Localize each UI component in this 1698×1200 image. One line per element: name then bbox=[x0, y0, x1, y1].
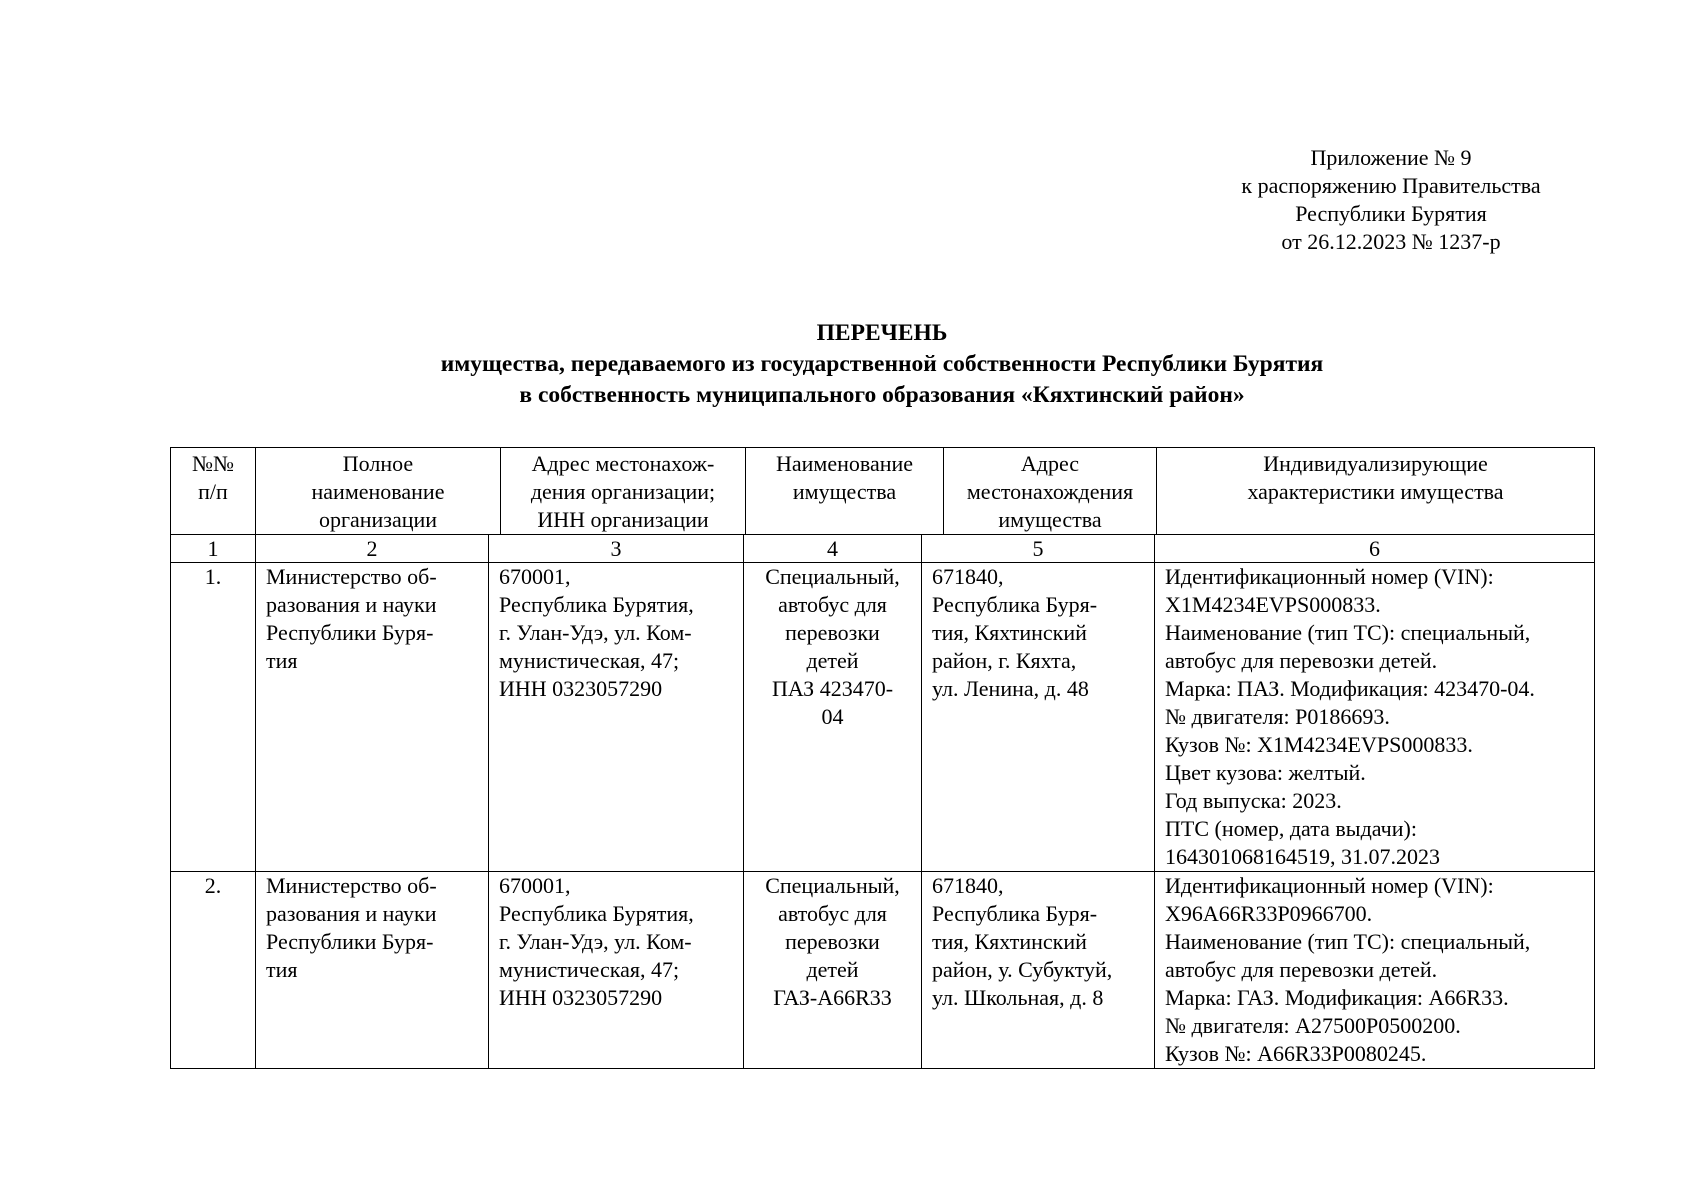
document-title: ПЕРЕЧЕНЬ bbox=[816, 320, 948, 346]
header-cell-property-address: Адрес местонахождения имущества bbox=[944, 448, 1157, 535]
appendix-reference: к распоряжению Правительства bbox=[1241, 173, 1541, 198]
property-address-cell: 671840, Республика Буря- тия, Кяхтинский район, у. Субуктуй, ул. Школьная, д. 8 bbox=[922, 872, 1155, 1069]
column-number-row bbox=[171, 535, 1595, 563]
organization-address-cell: 670001, Республика Бурятия, г. Улан-Удэ, ул. Ком- мунистическая, 47; ИНН 0323057290 bbox=[489, 872, 744, 1069]
property-table-header bbox=[170, 447, 1595, 535]
property-address-cell: 671840, Республика Буря- тия, Кяхтинский район, г. Кяхта, ул. Ленина, д. 48 bbox=[922, 563, 1155, 872]
header-cell-property-name: Наименование имущества bbox=[746, 448, 944, 535]
table-row bbox=[171, 872, 1595, 1069]
column-number-cell: 6 bbox=[1155, 535, 1595, 563]
property-name-cell: Специальный, автобус для перевозки детей ГАЗ-А66R33 bbox=[744, 872, 922, 1069]
characteristics-cell: Идентификационный номер (VIN): X96A66R33P0966700. Наименование (тип ТС): специальный, автобус для перевозки детей. Марка: ГАЗ. Модификация: А66R33. № двигателя: А27500Р0500200. Кузов №: А66R33P0080245. bbox=[1155, 872, 1595, 1069]
appendix-date-number: от 26.12.2023 № 1237-р bbox=[1281, 229, 1501, 254]
appendix-block bbox=[1180, 144, 1602, 256]
characteristics-cell: Идентификационный номер (VIN): X1M4234EVPS000833. Наименование (тип ТС): специальный, автобус для перевозки детей. Марка: ПАЗ. Модификация: 423470-04. № двигателя: Р0186693. Кузов №: X1M4234EVPS000833. Цвет кузова: желтый. Год выпуска: 2023. ПТС (номер, дата выдачи): 164301068164519, 31.07.2023 bbox=[1155, 563, 1595, 872]
property-name-cell: Специальный, автобус для перевозки детей ПАЗ 423470- 04 bbox=[744, 563, 922, 872]
document-subtitle-line-1: имущества, передаваемого из государственной собственности Республики Бурятия bbox=[440, 351, 1324, 377]
row-number-cell: 2. bbox=[171, 872, 256, 1069]
header-cell-characteristics: Индивидуализирующие характеристики имущества bbox=[1157, 448, 1595, 535]
header-cell-organization-address: Адрес местонахож- дения организации; ИНН организации bbox=[501, 448, 746, 535]
table-row bbox=[171, 563, 1595, 872]
column-number-cell: 1 bbox=[171, 535, 256, 563]
header-cell-number: №№ п/п bbox=[171, 448, 256, 535]
document-subtitle-line-2: в собственность муниципального образования «Кяхтинский район» bbox=[519, 382, 1245, 408]
appendix-number: Приложение № 9 bbox=[1310, 145, 1472, 170]
property-table-body bbox=[170, 534, 1595, 1069]
organization-address-cell: 670001, Республика Бурятия, г. Улан-Удэ, ул. Ком- мунистическая, 47; ИНН 0323057290 bbox=[489, 563, 744, 872]
organization-cell: Министерство об- разования и науки Республики Буря- тия bbox=[256, 563, 489, 872]
column-number-cell: 4 bbox=[744, 535, 922, 563]
column-number-cell: 5 bbox=[922, 535, 1155, 563]
header-cell-organization: Полное наименование организации bbox=[256, 448, 501, 535]
column-number-cell: 2 bbox=[256, 535, 489, 563]
appendix-authority: Республики Бурятия bbox=[1295, 201, 1487, 226]
row-number-cell: 1. bbox=[171, 563, 256, 872]
organization-cell: Министерство об- разования и науки Республики Буря- тия bbox=[256, 872, 489, 1069]
column-number-cell: 3 bbox=[489, 535, 744, 563]
document-heading bbox=[170, 318, 1594, 411]
header-row bbox=[171, 448, 1595, 535]
